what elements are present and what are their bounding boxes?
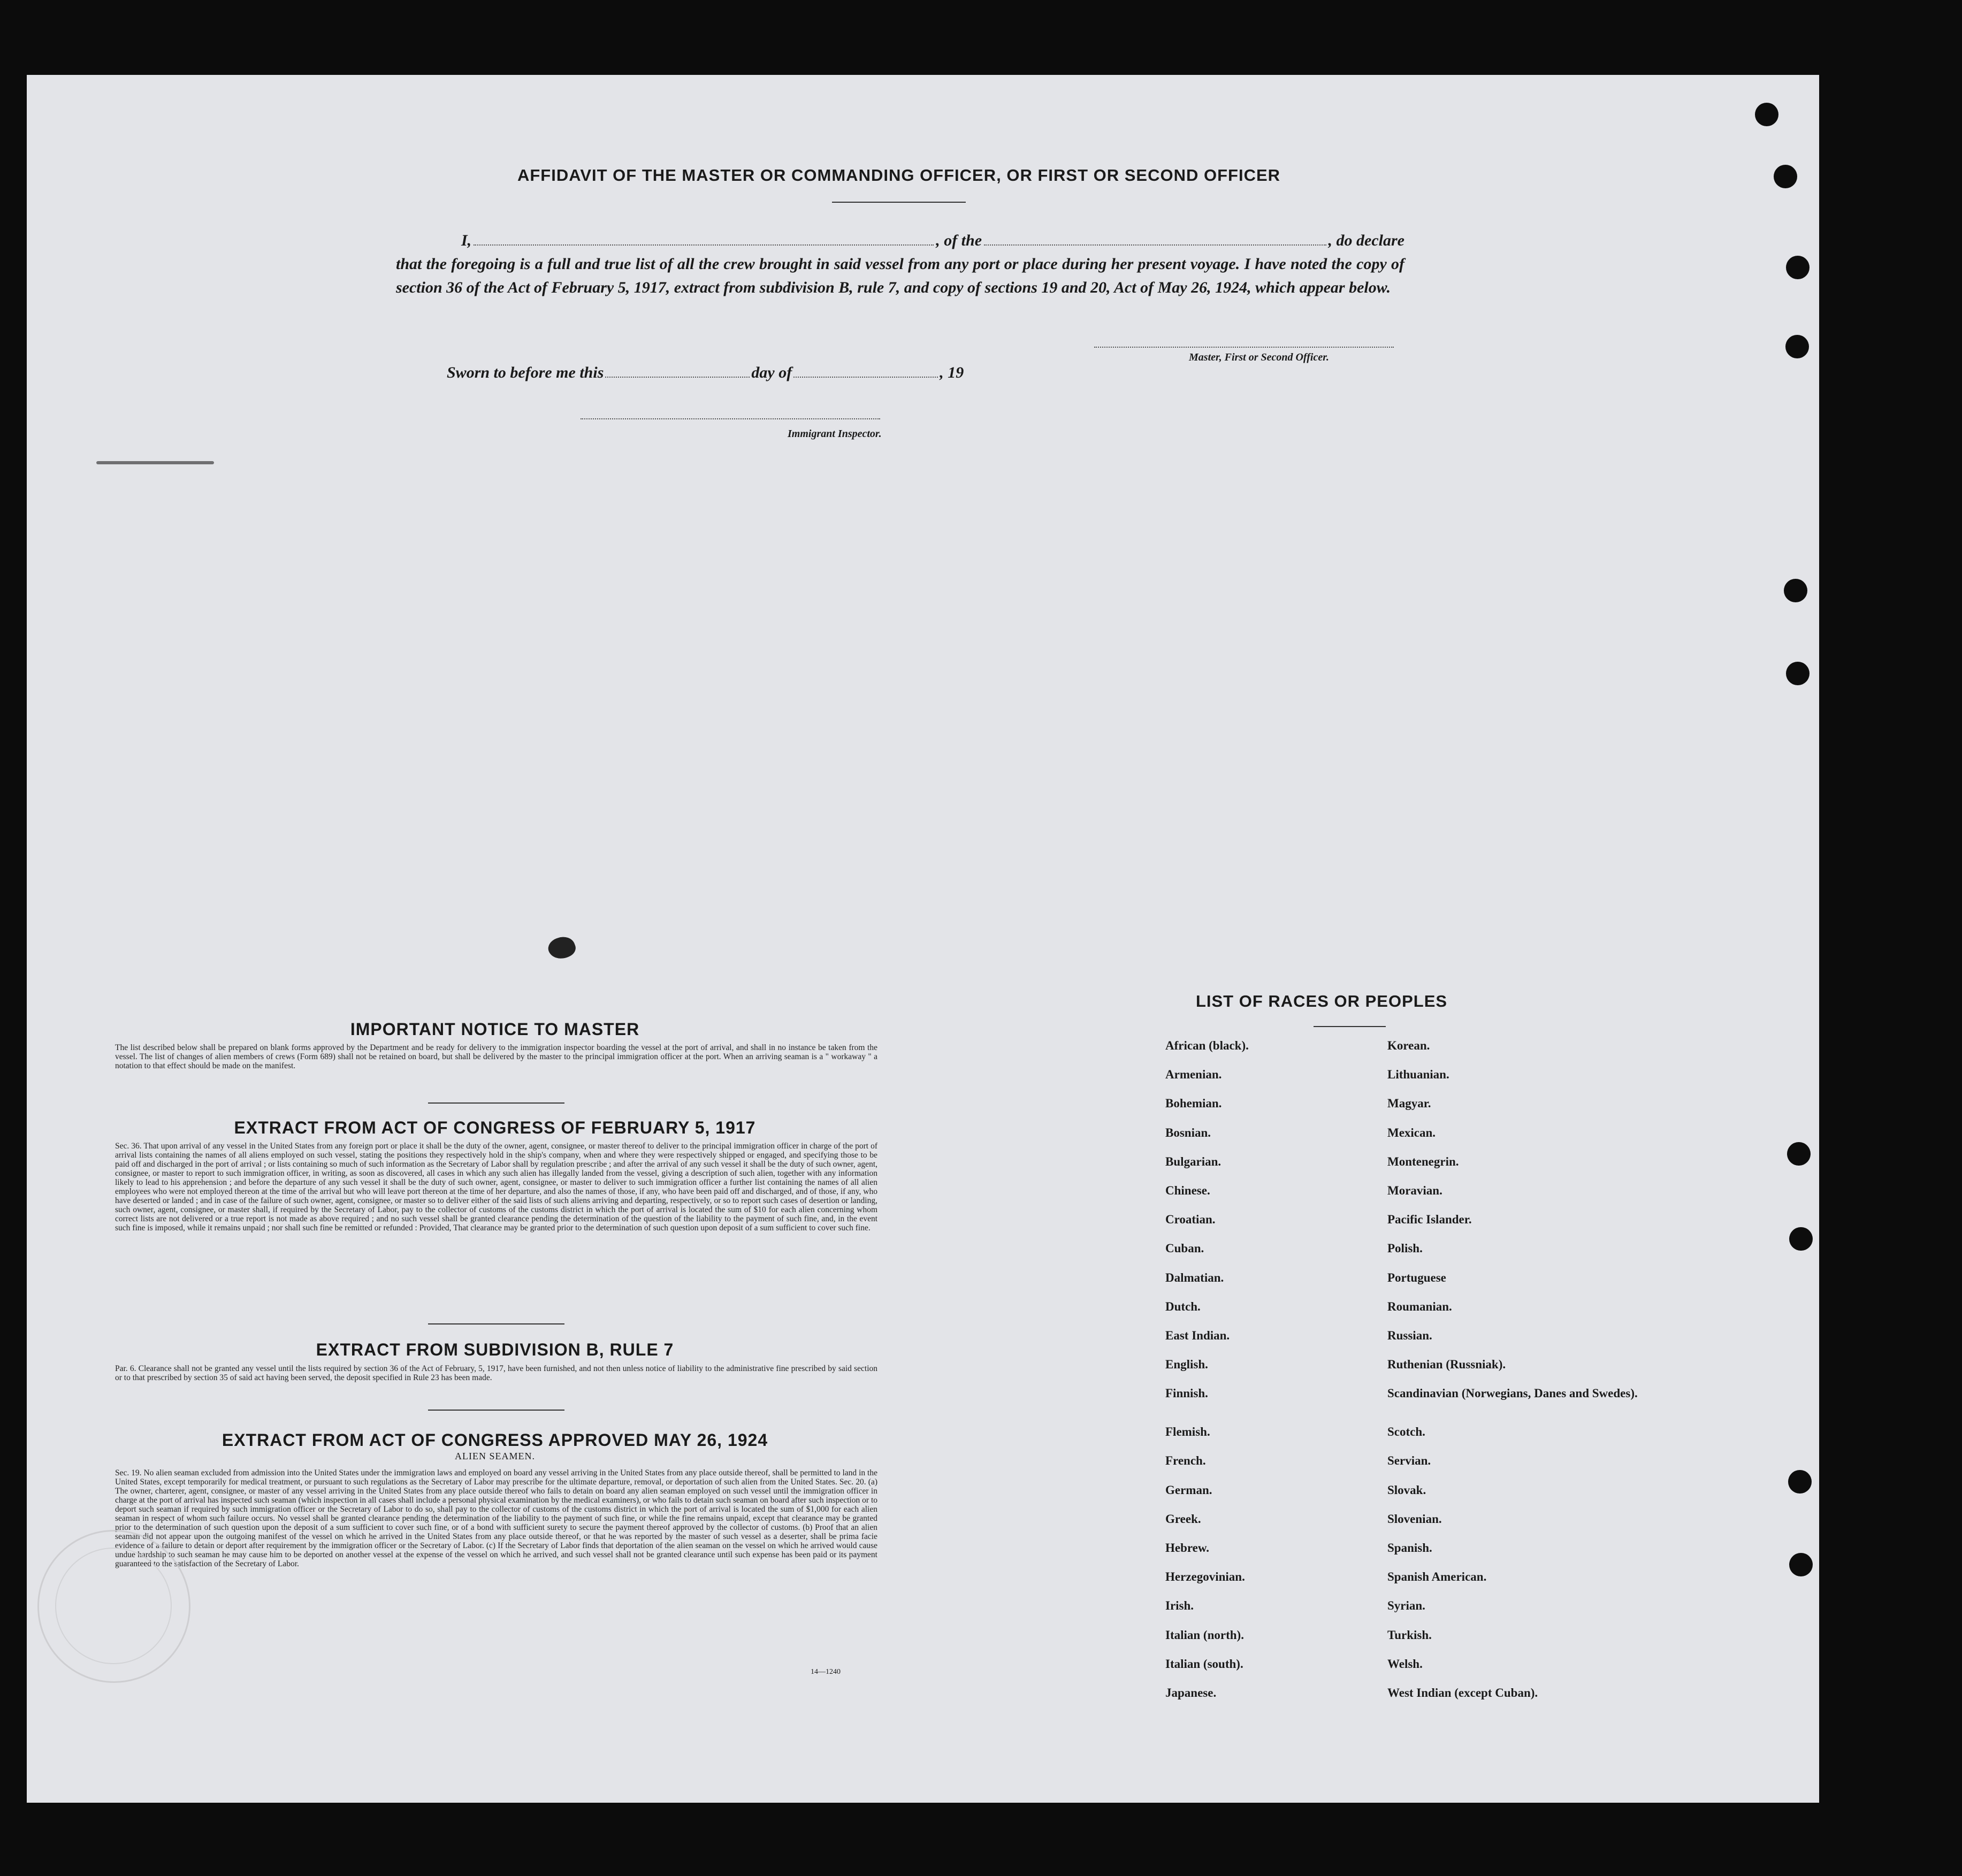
- race-item: Greek.: [1165, 1512, 1201, 1526]
- race-item: Japanese.: [1165, 1686, 1217, 1699]
- sworn-month-blank[interactable]: [793, 365, 938, 378]
- sworn-day-blank[interactable]: [605, 365, 750, 378]
- extract-1917-text: Sec. 36. That upon arrival of any vessel in the United States from any foreign port or place it shall be the duty of the owner, agent, consignee, or master thereof to deliver to the principal immigration officer in charge of the port of arrival lists containing the names of all aliens employed on such vessel, stating the positions they respectively hold in the ship's company, when and where they were respectively shipped or engaged, and specifying those to be paid off and discharged in the port of arrival ; or lists containing so much of such information as the Secretary of Labor shall by regulation prescribe ; and after the arrival of any such vessel it shall be the duty of such owner, agent, consignee, or master to report to such immigration officer, in writing, as soon as discovered, all cases in which any such alien has illegally landed from the vessel, giving a description of such alien, together with any information likely to lead to his apprehension ; and before the departure of any such vessel it shall be the duty of such owner, agent, consignee, or master to deliver to such immigration officer a further list containing the names of all alien employees who were not employed thereon at the time of the arrival but who will leave port thereon at the time of her departure, and also the names of those, if any, who have been paid off and discharged, and of those, if any, who have deserted or landed ; and in case of the failure of such owner, agent, consignee, or master so to deliver either of the said lists of such aliens arriving and departing, respectively, or so to report such cases of desertion or landing, such owner, agent, consignee, or master shall, if required by the Secretary of Labor, pay to the collector of customs of the customs district in which the port of arrival is located the sum of $10 for each alien concerning whom correct lists are not delivered or a true report is not made as above required ; and no such vessel shall be granted clearance pending the determination of the question of the liability to the payment of such fine, and, in the event such fine is imposed, while it remains unpaid ; nor shall such fine be remitted or refunded : Provided, That clearance may be granted prior to the determination of such question upon deposit of a sum sufficient to cover such fine.: [115, 1142, 877, 1232]
- title-divider: [832, 202, 966, 203]
- declaration-of-the: , of the: [936, 232, 982, 249]
- notice-divider: [428, 1102, 564, 1104]
- binder-hole: [1785, 335, 1809, 358]
- race-item: Flemish.: [1165, 1425, 1210, 1439]
- race-item: Bohemian.: [1165, 1097, 1222, 1111]
- race-item: Portuguese: [1387, 1270, 1446, 1284]
- extract-rule7-divider: [428, 1410, 564, 1411]
- master-signature-line[interactable]: [1094, 347, 1394, 348]
- extract-1917-divider: [428, 1323, 564, 1324]
- race-item: German.: [1165, 1483, 1212, 1497]
- race-item: Bulgarian.: [1165, 1154, 1222, 1168]
- extract-1924-subtitle: ALIEN SEAMEN.: [455, 1451, 535, 1461]
- notice-title: IMPORTANT NOTICE TO MASTER: [350, 1020, 640, 1039]
- race-item: West Indian (except Cuban).: [1387, 1686, 1538, 1699]
- name-blank[interactable]: [474, 233, 934, 246]
- declaration-block: [396, 229, 1404, 300]
- race-item: Spanish American.: [1387, 1570, 1487, 1584]
- race-item: Pacific Islander.: [1387, 1213, 1472, 1227]
- binder-hole: [1788, 1470, 1812, 1494]
- race-item: English.: [1165, 1358, 1208, 1372]
- race-item: Montenegrin.: [1387, 1154, 1459, 1168]
- race-item: French.: [1165, 1454, 1206, 1468]
- pencil-mark: [96, 461, 214, 464]
- race-item: Turkish.: [1387, 1628, 1432, 1642]
- sworn-year: , 19: [940, 364, 964, 381]
- extract-1917-title: EXTRACT FROM ACT OF CONGRESS OF FEBRUARY 5, 1917: [234, 1118, 756, 1137]
- binder-hole: [1774, 165, 1797, 188]
- declaration-declare: , do declare: [1328, 232, 1404, 249]
- race-item: Herzegovinian.: [1165, 1570, 1245, 1584]
- race-item: Korean.: [1387, 1039, 1430, 1052]
- race-item: Syrian.: [1387, 1599, 1425, 1613]
- form-number: 14—1240: [811, 1668, 841, 1676]
- race-item: Dutch.: [1165, 1299, 1201, 1313]
- race-item: Welsh.: [1387, 1657, 1423, 1671]
- race-item: Russian.: [1387, 1328, 1432, 1342]
- race-item: Roumanian.: [1387, 1299, 1452, 1313]
- sworn-day-of: day of: [751, 364, 792, 381]
- race-item: Irish.: [1165, 1599, 1194, 1613]
- race-item: Lithuanian.: [1387, 1068, 1449, 1082]
- inspector-signature-label: Immigrant Inspector.: [788, 428, 882, 440]
- races-divider: [1314, 1026, 1386, 1027]
- race-item: Dalmatian.: [1165, 1270, 1224, 1284]
- extract-1924-text: Sec. 19. No alien seaman excluded from admission into the United States under the immigration laws and employed on board any vessel arriving in the United States from any place outside thereof, shall be permitted to land in the United States, except temporarily for medical treatment, or pursuant to such regulations as the Secretary of Labor may prescribe for the ultimate departure, removal, or deportation of such alien from the United States. Sec. 20. (a) The owner, charterer, agent, consignee, or master of any vessel arriving in the United States from any place outside thereof who fails to detain on board any alien seaman employed on such vessel until the immigration officer in charge at the port of arrival has inspected such seaman (which inspection in all cases shall include a personal physical examination by the medical examiners), or who fails to detain such seaman on board after such inspection or to deport such seaman if required by such immigration officer or the Secretary of Labor to do so, shall pay to the collector of customs of the customs district in which the port of arrival is located the sum of $1,000 for each alien seaman in respect of whom such failure occurs. No vessel shall be granted clearance pending the determination of the liability to the payment of such fine, or while the fine remains unpaid, except that clearance may be granted prior to the determination of such question upon the deposit of a sum sufficient to cover such fine, or of a bond with sufficient surety to secure the payment thereof approved by the collector of customs. (b) Proof that an alien seaman did not appear upon the outgoing manifest of the vessel on which he arrived in the United States from any place outside thereof, or that he was reported by the master of such vessel as a deserter, shall be prima facie evidence of a failure to detain or deport after requirement by the immigration officer or the Secretary of Labor. (c) If the Secretary of Labor finds that deportation of the alien seaman on the vessel on which he arrived would cause undue hardship to such seaman he may cause him to be deported on another vessel at the expense of the vessel on which he arrived, and such vessel shall not be granted clearance until such expense has been paid or its payment guaranteed to the satisfaction of the Secretary of Labor.: [115, 1468, 877, 1568]
- declaration-i: I,: [461, 232, 472, 249]
- declaration-body: that the foregoing is a full and true list of all the crew brought in said vessel from any port or place during her present voyage. I have noted the copy of section 36 of the Act of February 5, 1917, extract from subdivision B, rule 7, and copy of sections 19 and 20, Act of May 26, 1924, which appear below.: [396, 255, 1404, 296]
- race-item: East Indian.: [1165, 1328, 1230, 1342]
- race-item: Chinese.: [1165, 1183, 1210, 1197]
- extract-1924-title: EXTRACT FROM ACT OF CONGRESS APPROVED MAY 26, 1924: [222, 1430, 768, 1450]
- race-item: Croatian.: [1165, 1213, 1216, 1227]
- inspector-signature-line[interactable]: [581, 418, 880, 419]
- sworn-line: [447, 364, 1035, 382]
- extract-rule7-title: EXTRACT FROM SUBDIVISION B, RULE 7: [316, 1340, 674, 1359]
- race-item: Cuban.: [1165, 1242, 1204, 1255]
- race-item: Italian (south).: [1165, 1657, 1243, 1671]
- notice-text: The list described below shall be prepared on blank forms approved by the Department and be ready for delivery to the immigration inspector boarding the vessel at the port of arrival, and shall in no instance be taken from the vessel. The list of changes of alien members of crews (Form 689) shall not be retained on board, but shall be delivered by the master to the principal immigration officer at the port. When an arriving seaman is a " workaway " a notation to that effect should be made on the manifest.: [115, 1043, 877, 1070]
- race-item: Italian (north).: [1165, 1628, 1244, 1642]
- race-item: Armenian.: [1165, 1068, 1222, 1082]
- race-item: Moravian.: [1387, 1183, 1442, 1197]
- binder-hole: [1784, 579, 1807, 602]
- declaration-line-1: [396, 229, 1404, 252]
- sworn-prefix: Sworn to before me this: [447, 364, 604, 381]
- race-item: Scandinavian (Norwegians, Danes and Swedes).: [1387, 1387, 1638, 1400]
- race-item: Bosnian.: [1165, 1125, 1211, 1139]
- race-item: Hebrew.: [1165, 1541, 1209, 1555]
- race-item: Spanish.: [1387, 1541, 1432, 1555]
- binder-hole: [1787, 1142, 1811, 1166]
- race-item: Slovak.: [1387, 1483, 1426, 1497]
- race-item: Ruthenian (Russniak).: [1387, 1358, 1506, 1372]
- race-item: Servian.: [1387, 1454, 1431, 1468]
- affidavit-title: AFFIDAVIT OF THE MASTER OR COMMANDING OFFICER, OR FIRST OR SECOND OFFICER: [517, 166, 1281, 185]
- race-item: Magyar.: [1387, 1097, 1431, 1111]
- race-item: Finnish.: [1165, 1387, 1208, 1400]
- binder-hole: [1786, 256, 1810, 279]
- race-item: African (black).: [1165, 1039, 1249, 1052]
- embossed-seal: [37, 1530, 190, 1683]
- binder-hole: [1786, 662, 1810, 685]
- master-signature-label: Master, First or Second Officer.: [1189, 351, 1329, 363]
- race-item: Mexican.: [1387, 1125, 1436, 1139]
- race-item: Polish.: [1387, 1242, 1423, 1255]
- races-title: LIST OF RACES OR PEOPLES: [1195, 992, 1448, 1010]
- races-right-column: [1387, 1039, 1666, 1715]
- binder-hole: [1755, 103, 1778, 126]
- extract-rule7-text: Par. 6. Clearance shall not be granted any vessel until the lists required by section 36 of the Act of February, 5, 1917, have been furnished, and not then unless notice of liability to the administrative fine prescribed by said section or to that prescribed by section 35 of said act having been served, the deposit specified in Rule 23 has been made.: [115, 1364, 877, 1382]
- binder-hole: [1789, 1553, 1813, 1576]
- vessel-blank[interactable]: [984, 233, 1326, 246]
- binder-hole: [1789, 1227, 1813, 1251]
- race-item: Scotch.: [1387, 1425, 1425, 1439]
- race-item: Slovenian.: [1387, 1512, 1442, 1526]
